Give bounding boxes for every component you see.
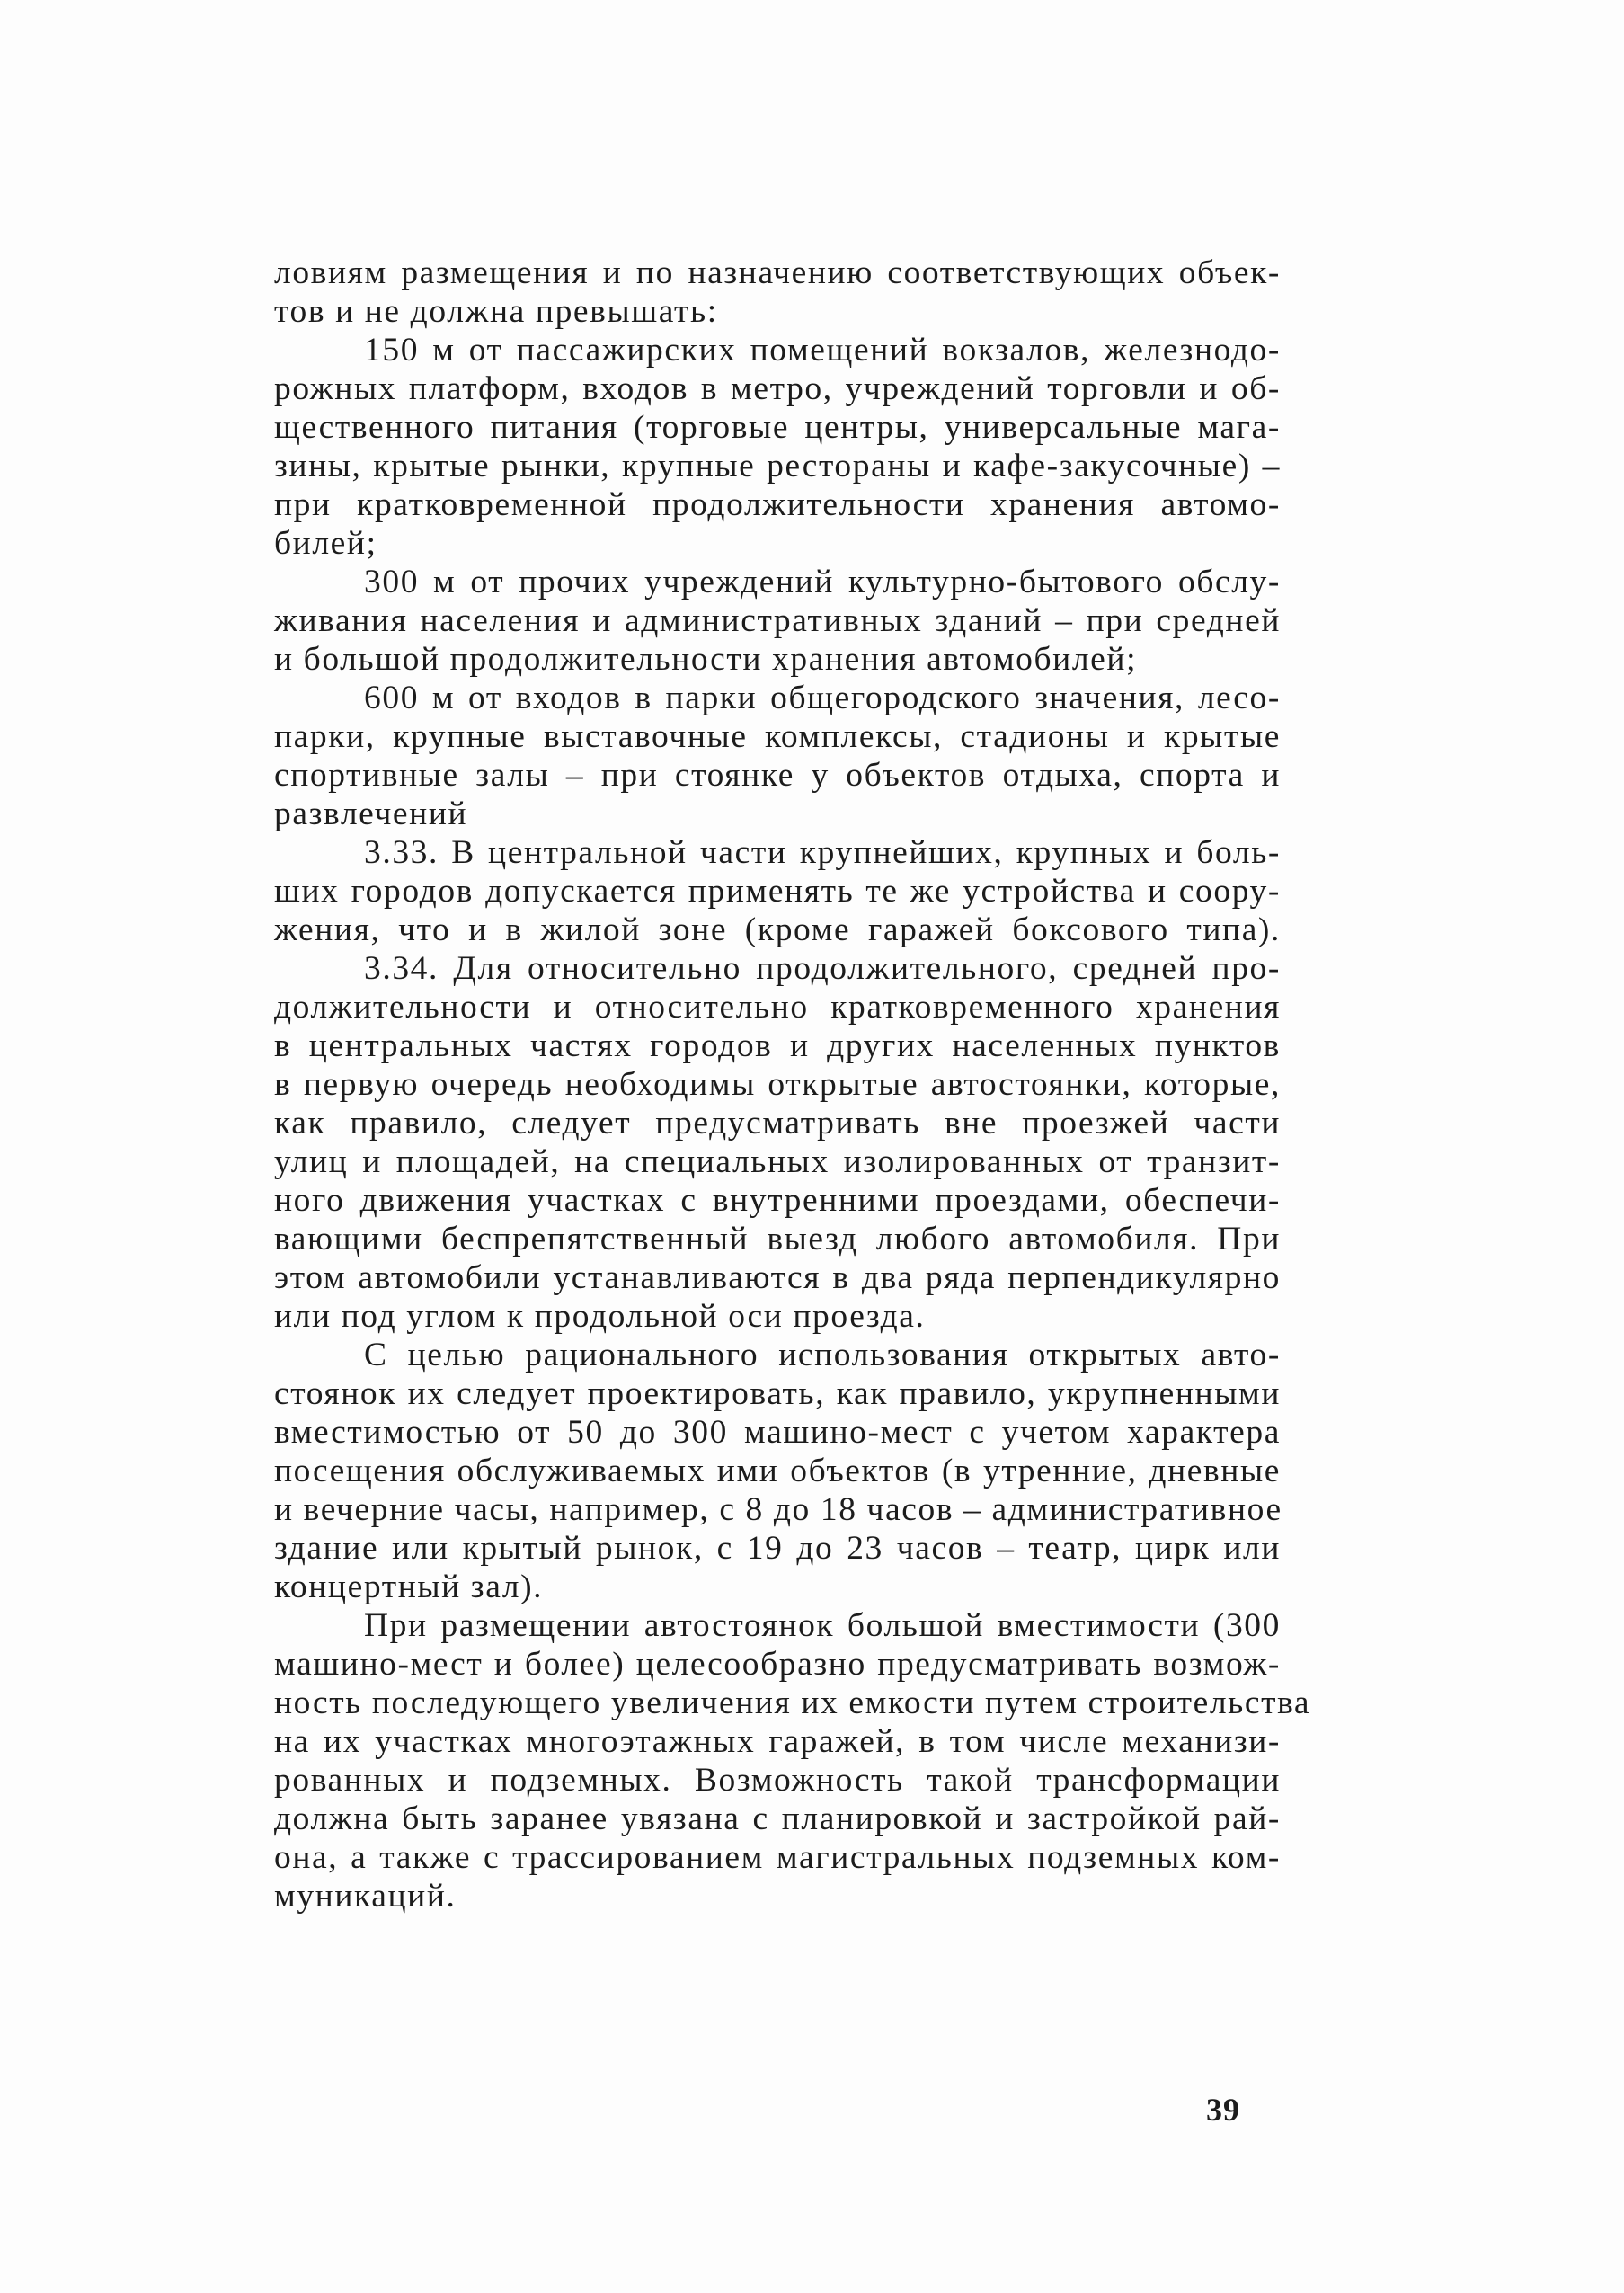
text-line: на их участках многоэтажных гаражей, в том числе механизи- [274,1723,1281,1760]
text-line: С целью рационального использования открытых авто- [364,1337,1281,1373]
text-line: и большой продолжительности хранения автомобилей; [274,641,1138,678]
text-line: ного движения участках с внутренними проездами, обеспечи- [274,1182,1281,1219]
text-line: билей; [274,525,377,562]
text-line: зины, крытые рынки, крупные рестораны и кафе-закусочные) – [274,448,1281,484]
text-line: улиц и площадей, на специальных изолированных от транзит- [274,1143,1281,1180]
text-line: в первую очередь необходимы открытые автостоянки, которые, [274,1066,1281,1103]
text-line: машино-мест и более) целесообразно предусматривать возмож- [274,1646,1281,1683]
text-line: При размещении автостоянок большой вместимости (300 [364,1607,1281,1644]
text-line: она, а также с трассированием магистральных подземных ком- [274,1839,1281,1876]
text-line: парки, крупные выставочные комплексы, стадионы и крытые [274,718,1281,755]
text-line: жения, что и в жилой зоне (кроме гаражей боксового типа). [274,911,1281,948]
text-line: 3.33. В центральной части крупнейших, крупных и боль- [364,834,1281,871]
text-line: живания населения и административных зданий – при средней [274,602,1281,639]
text-line: спортивные залы – при стоянке у объектов отдыха, спорта и [274,757,1281,794]
text-line: как правило, следует предусматривать вне проезжей части [274,1105,1281,1142]
text-line: и вечерние часы, например, с 8 до 18 часов – административное [274,1491,1282,1528]
page-number: 39 [1206,2092,1240,2128]
text-line: должительности и относительно кратковременного хранения [274,989,1281,1026]
text-line: 600 м от входов в парки общегородского значения, лесо- [364,680,1281,716]
text-line: должна быть заранее увязана с планировкой и застройкой рай- [274,1800,1281,1837]
text-line: развлечений [274,795,468,832]
text-line: вающими беспрепятственный выезд любого автомобиля. При [274,1221,1281,1258]
text-line: стоянок их следует проектировать, как правило, укрупненными [274,1375,1281,1412]
text-line: рованных и подземных. Возможность такой трансформации [274,1762,1281,1799]
text-line: щественного питания (торговые центры, универсальные мага- [274,409,1281,446]
text-line: или под углом к продольной оси проезда. [274,1298,926,1335]
text-line: концертный зал). [274,1569,544,1605]
body-text [274,253,1311,1915]
text-line: рожных платформ, входов в метро, учреждений торговли и об- [274,370,1281,407]
text-line: тов и не должна превышать: [274,293,718,330]
text-line: ность последующего увеличения их емкости путем строительства [274,1684,1311,1721]
text-line: при кратковременной продолжительности хранения автомо- [274,486,1281,523]
text-line: 3.34. Для относительно продолжительного, средней про- [364,950,1281,987]
text-line: 150 м от пассажирских помещений вокзалов, железнодо- [364,332,1281,369]
text-line: 300 м от прочих учреждений культурно-бытового обслу- [364,564,1281,600]
text-line: этом автомобили устанавливаются в два ряда перпендикулярно [274,1259,1281,1296]
text-line: посещения обслуживаемых ими объектов (в утренние, дневные [274,1453,1281,1489]
text-line: в центральных частях городов и других населенных пунктов [274,1027,1281,1064]
text-line: здание или крытый рынок, с 19 до 23 часов – театр, цирк или [274,1530,1281,1567]
text-line: ших городов допускается применять те же устройства и соору- [274,873,1281,910]
text-line: ловиям размещения и по назначению соответствующих объек- [274,254,1281,291]
text-line: вместимостью от 50 до 300 машино-мест с учетом характера [274,1414,1281,1451]
text-line: муникаций. [274,1878,457,1915]
